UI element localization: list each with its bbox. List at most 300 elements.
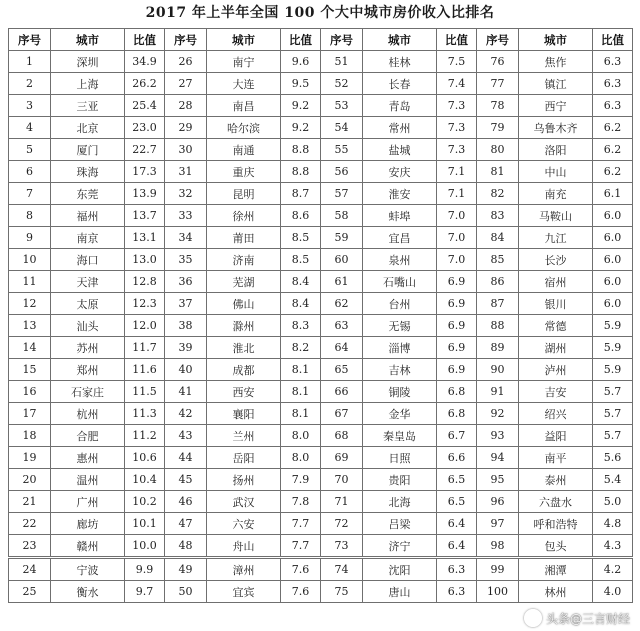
rank-cell: 66: [321, 381, 363, 403]
ratio-cell: 11.7: [125, 337, 165, 359]
city-cell: 宿州: [519, 271, 593, 293]
rank-cell: 89: [477, 337, 519, 359]
city-cell: 日照: [363, 447, 437, 469]
city-cell: 常州: [363, 117, 437, 139]
rank-cell: 20: [9, 469, 51, 491]
city-cell: 苏州: [51, 337, 125, 359]
city-cell: 惠州: [51, 447, 125, 469]
rank-cell: 30: [165, 139, 207, 161]
ratio-cell: 7.6: [281, 581, 321, 603]
ratio-cell: 4.0: [593, 581, 633, 603]
ratio-cell: 8.1: [281, 403, 321, 425]
rank-cell: 58: [321, 205, 363, 227]
rank-cell: 79: [477, 117, 519, 139]
rank-cell: 54: [321, 117, 363, 139]
city-cell: 海口: [51, 249, 125, 271]
ratio-cell: 4.8: [593, 513, 633, 535]
rank-cell: 62: [321, 293, 363, 315]
table-row: [9, 205, 633, 227]
rank-cell: 19: [9, 447, 51, 469]
city-header: 城市: [519, 29, 593, 51]
city-cell: 吉安: [519, 381, 593, 403]
ratio-cell: 8.0: [281, 425, 321, 447]
city-cell: 金华: [363, 403, 437, 425]
rank-cell: 9: [9, 227, 51, 249]
city-cell: 廊坊: [51, 513, 125, 535]
rank-cell: 14: [9, 337, 51, 359]
city-cell: 漳州: [207, 558, 281, 581]
rank-cell: 51: [321, 51, 363, 73]
table-row: [9, 447, 633, 469]
city-cell: 徐州: [207, 205, 281, 227]
rank-cell: 97: [477, 513, 519, 535]
rank-cell: 49: [165, 558, 207, 581]
table-row: [9, 51, 633, 73]
city-cell: 沈阳: [363, 558, 437, 581]
ratio-cell: 6.9: [437, 293, 477, 315]
ratio-cell: 26.2: [125, 73, 165, 95]
city-cell: 滁州: [207, 315, 281, 337]
ratio-cell: 11.6: [125, 359, 165, 381]
rank-cell: 32: [165, 183, 207, 205]
city-cell: 桂林: [363, 51, 437, 73]
city-cell: 西安: [207, 381, 281, 403]
rank-cell: 33: [165, 205, 207, 227]
rank-cell: 77: [477, 73, 519, 95]
table-row: [9, 425, 633, 447]
ratio-cell: 8.6: [281, 205, 321, 227]
table-row: [9, 581, 633, 603]
table-header-row: [9, 29, 633, 51]
city-cell: 湘潭: [519, 558, 593, 581]
rank-cell: 36: [165, 271, 207, 293]
table-row: [9, 271, 633, 293]
city-header: 城市: [207, 29, 281, 51]
city-cell: 淮安: [363, 183, 437, 205]
ratio-cell: 5.6: [593, 447, 633, 469]
city-cell: 舟山: [207, 535, 281, 558]
city-cell: 杭州: [51, 403, 125, 425]
ratio-cell: 6.9: [437, 359, 477, 381]
ratio-cell: 7.9: [281, 469, 321, 491]
ratio-header: 比值: [437, 29, 477, 51]
ratio-cell: 10.1: [125, 513, 165, 535]
city-cell: 佛山: [207, 293, 281, 315]
ratio-cell: 6.4: [437, 535, 477, 558]
rank-cell: 99: [477, 558, 519, 581]
rank-cell: 31: [165, 161, 207, 183]
city-cell: 北京: [51, 117, 125, 139]
ratio-cell: 12.8: [125, 271, 165, 293]
ratio-cell: 6.3: [593, 73, 633, 95]
rank-cell: 22: [9, 513, 51, 535]
city-cell: 南京: [51, 227, 125, 249]
ratio-cell: 8.4: [281, 293, 321, 315]
rank-cell: 60: [321, 249, 363, 271]
city-cell: 贵阳: [363, 469, 437, 491]
city-cell: 三亚: [51, 95, 125, 117]
table-row: [9, 95, 633, 117]
table-row: [9, 183, 633, 205]
rank-cell: 84: [477, 227, 519, 249]
rank-cell: 68: [321, 425, 363, 447]
city-cell: 衡水: [51, 581, 125, 603]
city-cell: 吉林: [363, 359, 437, 381]
ratio-cell: 8.0: [281, 447, 321, 469]
rank-cell: 27: [165, 73, 207, 95]
city-cell: 哈尔滨: [207, 117, 281, 139]
rank-cell: 39: [165, 337, 207, 359]
rank-cell: 52: [321, 73, 363, 95]
ratio-cell: 11.3: [125, 403, 165, 425]
city-cell: 兰州: [207, 425, 281, 447]
ratio-cell: 8.7: [281, 183, 321, 205]
ratio-cell: 7.6: [281, 558, 321, 581]
city-cell: 天津: [51, 271, 125, 293]
ratio-cell: 6.3: [437, 581, 477, 603]
table-row: [9, 535, 633, 558]
ratio-header: 比值: [125, 29, 165, 51]
city-header: 城市: [51, 29, 125, 51]
city-cell: 南平: [519, 447, 593, 469]
ratio-header: 比值: [593, 29, 633, 51]
ratio-cell: 9.2: [281, 117, 321, 139]
ratio-cell: 6.0: [593, 293, 633, 315]
ratio-cell: 7.0: [437, 227, 477, 249]
ratio-cell: 6.9: [437, 271, 477, 293]
rank-header: 序号: [321, 29, 363, 51]
rank-cell: 96: [477, 491, 519, 513]
ratio-cell: 5.9: [593, 337, 633, 359]
ratio-cell: 7.7: [281, 513, 321, 535]
table-row: [9, 161, 633, 183]
rank-cell: 57: [321, 183, 363, 205]
ratio-cell: 5.0: [593, 491, 633, 513]
city-cell: 无锡: [363, 315, 437, 337]
city-cell: 包头: [519, 535, 593, 558]
rank-cell: 73: [321, 535, 363, 558]
ratio-cell: 9.7: [125, 581, 165, 603]
rank-cell: 44: [165, 447, 207, 469]
ratio-cell: 6.2: [593, 161, 633, 183]
rank-cell: 2: [9, 73, 51, 95]
ratio-cell: 4.2: [593, 558, 633, 581]
rank-cell: 83: [477, 205, 519, 227]
page-title: 2017 年上半年全国 100 个大中城市房价收入比排名: [145, 5, 495, 21]
ratio-cell: 6.9: [437, 337, 477, 359]
ratio-cell: 8.5: [281, 227, 321, 249]
ratio-cell: 7.7: [281, 535, 321, 558]
rank-cell: 91: [477, 381, 519, 403]
ratio-cell: 6.0: [593, 271, 633, 293]
ratio-cell: 9.9: [125, 558, 165, 581]
city-cell: 郑州: [51, 359, 125, 381]
ratio-cell: 9.2: [281, 95, 321, 117]
ratio-cell: 25.4: [125, 95, 165, 117]
rank-cell: 6: [9, 161, 51, 183]
rank-cell: 29: [165, 117, 207, 139]
city-cell: 青岛: [363, 95, 437, 117]
ratio-cell: 7.3: [437, 117, 477, 139]
table-row: [9, 491, 633, 513]
city-cell: 岳阳: [207, 447, 281, 469]
rank-cell: 59: [321, 227, 363, 249]
ratio-cell: 6.5: [437, 469, 477, 491]
table-row: [9, 403, 633, 425]
city-cell: 益阳: [519, 425, 593, 447]
ratio-cell: 22.7: [125, 139, 165, 161]
ratio-cell: 8.8: [281, 139, 321, 161]
city-cell: 中山: [519, 161, 593, 183]
ratio-cell: 9.6: [281, 51, 321, 73]
rank-cell: 7: [9, 183, 51, 205]
city-cell: 盐城: [363, 139, 437, 161]
city-cell: 泉州: [363, 249, 437, 271]
city-cell: 六盘水: [519, 491, 593, 513]
table-row: [9, 73, 633, 95]
ratio-cell: 6.2: [593, 117, 633, 139]
city-cell: 合肥: [51, 425, 125, 447]
rank-cell: 56: [321, 161, 363, 183]
table-row: [9, 293, 633, 315]
city-cell: 西宁: [519, 95, 593, 117]
rank-cell: 13: [9, 315, 51, 337]
city-cell: 汕头: [51, 315, 125, 337]
ratio-cell: 10.2: [125, 491, 165, 513]
rank-cell: 8: [9, 205, 51, 227]
table-row: [9, 227, 633, 249]
table-row: [9, 381, 633, 403]
rank-cell: 3: [9, 95, 51, 117]
ratio-cell: 6.8: [437, 381, 477, 403]
rank-cell: 48: [165, 535, 207, 558]
city-cell: 六安: [207, 513, 281, 535]
city-cell: 南宁: [207, 51, 281, 73]
ratio-cell: 6.5: [437, 491, 477, 513]
ratio-cell: 8.8: [281, 161, 321, 183]
rank-cell: 88: [477, 315, 519, 337]
city-cell: 唐山: [363, 581, 437, 603]
ratio-cell: 12.3: [125, 293, 165, 315]
city-cell: 成都: [207, 359, 281, 381]
rank-cell: 92: [477, 403, 519, 425]
rank-cell: 100: [477, 581, 519, 603]
city-cell: 长沙: [519, 249, 593, 271]
ratio-cell: 6.0: [593, 249, 633, 271]
rank-header: 序号: [477, 29, 519, 51]
rank-cell: 72: [321, 513, 363, 535]
table-row: [9, 337, 633, 359]
city-cell: 大连: [207, 73, 281, 95]
rank-cell: 12: [9, 293, 51, 315]
rank-cell: 85: [477, 249, 519, 271]
ratio-cell: 34.9: [125, 51, 165, 73]
ratio-cell: 8.4: [281, 271, 321, 293]
ratio-cell: 7.1: [437, 183, 477, 205]
city-cell: 九江: [519, 227, 593, 249]
rank-cell: 1: [9, 51, 51, 73]
rank-cell: 71: [321, 491, 363, 513]
rank-cell: 35: [165, 249, 207, 271]
ratio-cell: 7.4: [437, 73, 477, 95]
watermark-text: 头条@三言财经: [545, 611, 630, 626]
city-cell: 扬州: [207, 469, 281, 491]
ratio-cell: 5.7: [593, 381, 633, 403]
city-cell: 宁波: [51, 558, 125, 581]
rank-cell: 38: [165, 315, 207, 337]
ratio-cell: 11.5: [125, 381, 165, 403]
rank-cell: 15: [9, 359, 51, 381]
rank-cell: 34: [165, 227, 207, 249]
ratio-cell: 5.7: [593, 403, 633, 425]
ratio-cell: 8.2: [281, 337, 321, 359]
city-cell: 铜陵: [363, 381, 437, 403]
ratio-cell: 6.3: [593, 95, 633, 117]
rank-cell: 80: [477, 139, 519, 161]
rank-cell: 25: [9, 581, 51, 603]
ratio-cell: 9.5: [281, 73, 321, 95]
rank-cell: 47: [165, 513, 207, 535]
city-cell: 淄博: [363, 337, 437, 359]
rank-cell: 46: [165, 491, 207, 513]
city-cell: 温州: [51, 469, 125, 491]
city-cell: 马鞍山: [519, 205, 593, 227]
ratio-cell: 5.7: [593, 425, 633, 447]
city-cell: 深圳: [51, 51, 125, 73]
city-header: 城市: [363, 29, 437, 51]
city-cell: 芜湖: [207, 271, 281, 293]
table-row: [9, 117, 633, 139]
city-cell: 厦门: [51, 139, 125, 161]
table-body: [9, 51, 633, 603]
city-cell: 焦作: [519, 51, 593, 73]
rank-cell: 55: [321, 139, 363, 161]
rank-cell: 69: [321, 447, 363, 469]
rank-cell: 42: [165, 403, 207, 425]
rank-cell: 64: [321, 337, 363, 359]
city-cell: 吕梁: [363, 513, 437, 535]
ratio-cell: 6.8: [437, 403, 477, 425]
city-cell: 安庆: [363, 161, 437, 183]
ratio-cell: 7.5: [437, 51, 477, 73]
rank-cell: 28: [165, 95, 207, 117]
ratio-cell: 6.3: [593, 51, 633, 73]
table-row: [9, 249, 633, 271]
city-cell: 绍兴: [519, 403, 593, 425]
ratio-cell: 13.7: [125, 205, 165, 227]
rank-cell: 61: [321, 271, 363, 293]
rank-cell: 5: [9, 139, 51, 161]
city-cell: 昆明: [207, 183, 281, 205]
rank-cell: 18: [9, 425, 51, 447]
city-cell: 泸州: [519, 359, 593, 381]
ratio-cell: 17.3: [125, 161, 165, 183]
rank-cell: 63: [321, 315, 363, 337]
rank-cell: 26: [165, 51, 207, 73]
table-row: [9, 469, 633, 491]
ratio-cell: 7.1: [437, 161, 477, 183]
ratio-cell: 7.3: [437, 95, 477, 117]
table-row: [9, 513, 633, 535]
rank-cell: 98: [477, 535, 519, 558]
rank-cell: 11: [9, 271, 51, 293]
rank-cell: 65: [321, 359, 363, 381]
city-cell: 洛阳: [519, 139, 593, 161]
rank-cell: 53: [321, 95, 363, 117]
ranking-table: [8, 28, 633, 603]
city-cell: 石家庄: [51, 381, 125, 403]
rank-cell: 16: [9, 381, 51, 403]
city-cell: 太原: [51, 293, 125, 315]
city-cell: 赣州: [51, 535, 125, 558]
rank-cell: 70: [321, 469, 363, 491]
city-cell: 秦皇岛: [363, 425, 437, 447]
ratio-cell: 4.3: [593, 535, 633, 558]
city-cell: 北海: [363, 491, 437, 513]
city-cell: 乌鲁木齐: [519, 117, 593, 139]
rank-cell: 45: [165, 469, 207, 491]
ratio-cell: 7.0: [437, 249, 477, 271]
ratio-cell: 6.2: [593, 139, 633, 161]
ratio-cell: 8.3: [281, 315, 321, 337]
city-cell: 广州: [51, 491, 125, 513]
rank-cell: 95: [477, 469, 519, 491]
city-cell: 宜宾: [207, 581, 281, 603]
rank-cell: 93: [477, 425, 519, 447]
rank-cell: 24: [9, 558, 51, 581]
city-cell: 重庆: [207, 161, 281, 183]
ratio-cell: 6.0: [593, 205, 633, 227]
rank-cell: 21: [9, 491, 51, 513]
table-row: [9, 558, 633, 581]
city-cell: 淮北: [207, 337, 281, 359]
table-row: [9, 315, 633, 337]
city-cell: 林州: [519, 581, 593, 603]
ratio-cell: 13.9: [125, 183, 165, 205]
ratio-cell: 13.1: [125, 227, 165, 249]
city-cell: 呼和浩特: [519, 513, 593, 535]
rank-cell: 90: [477, 359, 519, 381]
rank-cell: 67: [321, 403, 363, 425]
city-cell: 蚌埠: [363, 205, 437, 227]
city-cell: 东莞: [51, 183, 125, 205]
ratio-cell: 6.3: [437, 558, 477, 581]
ratio-cell: 8.1: [281, 381, 321, 403]
ratio-cell: 13.0: [125, 249, 165, 271]
ratio-cell: 7.0: [437, 205, 477, 227]
table-row: [9, 139, 633, 161]
ratio-cell: 7.3: [437, 139, 477, 161]
rank-cell: 10: [9, 249, 51, 271]
rank-cell: 78: [477, 95, 519, 117]
rank-cell: 43: [165, 425, 207, 447]
table-row: [9, 359, 633, 381]
city-cell: 长春: [363, 73, 437, 95]
rank-cell: 82: [477, 183, 519, 205]
ratio-cell: 23.0: [125, 117, 165, 139]
ratio-cell: 6.9: [437, 315, 477, 337]
ratio-cell: 11.2: [125, 425, 165, 447]
city-cell: 襄阳: [207, 403, 281, 425]
rank-header: 序号: [9, 29, 51, 51]
city-cell: 常德: [519, 315, 593, 337]
rank-cell: 87: [477, 293, 519, 315]
rank-cell: 75: [321, 581, 363, 603]
ratio-header: 比值: [281, 29, 321, 51]
city-cell: 莆田: [207, 227, 281, 249]
rank-cell: 23: [9, 535, 51, 558]
city-cell: 武汉: [207, 491, 281, 513]
